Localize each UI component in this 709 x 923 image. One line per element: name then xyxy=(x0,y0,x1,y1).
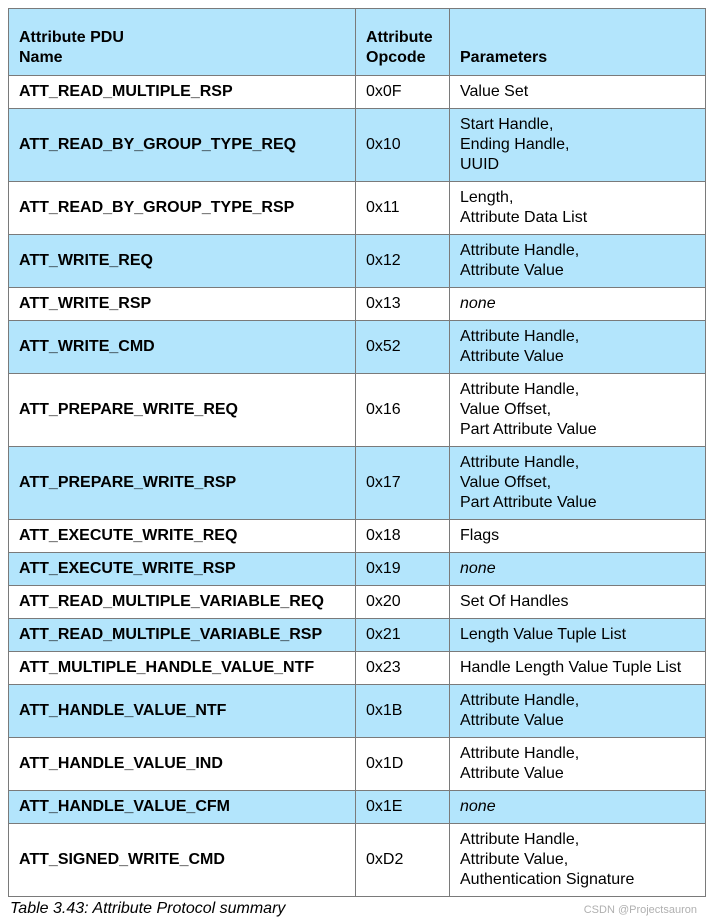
parameters-cell xyxy=(450,235,706,288)
parameter-line: Handle Length Value Tuple List xyxy=(460,659,682,676)
parameter-line: Part Attribute Value xyxy=(460,494,597,511)
pdu-name-cell: ATT_SIGNED_WRITE_CMD xyxy=(9,824,356,897)
pdu-name-cell: ATT_READ_MULTIPLE_RSP xyxy=(9,76,356,109)
parameters-cell xyxy=(450,76,706,109)
table-caption: Table 3.43: Attribute Protocol summary xyxy=(10,900,286,917)
attribute-protocol-table xyxy=(8,8,706,897)
parameters-cell xyxy=(450,824,706,897)
opcode-cell: 0x1D xyxy=(356,738,450,791)
parameters-cell xyxy=(450,321,706,374)
pdu-name-cell: ATT_PREPARE_WRITE_REQ xyxy=(9,374,356,447)
parameter-line: Part Attribute Value xyxy=(460,421,597,438)
table-row xyxy=(9,685,706,738)
pdu-name-cell: ATT_HANDLE_VALUE_NTF xyxy=(9,685,356,738)
parameter-line: Attribute Value xyxy=(460,262,564,279)
table-row xyxy=(9,109,706,182)
parameter-line: none xyxy=(460,560,496,577)
pdu-name-cell: ATT_WRITE_RSP xyxy=(9,288,356,321)
parameter-line: Flags xyxy=(460,527,500,544)
table-row xyxy=(9,235,706,288)
table-row xyxy=(9,374,706,447)
opcode-cell: 0x52 xyxy=(356,321,450,374)
opcode-cell: 0x23 xyxy=(356,652,450,685)
parameter-line: Attribute Value xyxy=(460,348,564,365)
table-row xyxy=(9,553,706,586)
parameters-cell xyxy=(450,619,706,652)
parameters-cell xyxy=(450,791,706,824)
parameter-line: Value Offset, xyxy=(460,474,552,491)
pdu-name-cell: ATT_READ_MULTIPLE_VARIABLE_REQ xyxy=(9,586,356,619)
table-row xyxy=(9,447,706,520)
parameters-cell xyxy=(450,182,706,235)
parameter-line: Length Value Tuple List xyxy=(460,626,627,643)
parameters-cell xyxy=(450,109,706,182)
opcode-cell: 0x1E xyxy=(356,791,450,824)
opcode-cell: 0x17 xyxy=(356,447,450,520)
parameters-cell xyxy=(450,520,706,553)
parameters-cell xyxy=(450,447,706,520)
header-row xyxy=(9,9,706,76)
pdu-name-cell: ATT_MULTIPLE_HANDLE_VALUE_NTF xyxy=(9,652,356,685)
opcode-cell: 0x18 xyxy=(356,520,450,553)
parameter-line: Authentication Signature xyxy=(460,871,635,888)
opcode-cell: 0x0F xyxy=(356,76,450,109)
parameters-cell xyxy=(450,586,706,619)
pdu-name-cell: ATT_READ_BY_GROUP_TYPE_RSP xyxy=(9,182,356,235)
opcode-cell: 0x12 xyxy=(356,235,450,288)
pdu-name-cell: ATT_HANDLE_VALUE_IND xyxy=(9,738,356,791)
table-row xyxy=(9,288,706,321)
parameter-line: Attribute Handle, xyxy=(460,242,580,259)
parameter-line: Attribute Handle, xyxy=(460,328,580,345)
parameter-line: Set Of Handles xyxy=(460,593,569,610)
parameter-line: UUID xyxy=(460,156,500,173)
parameter-line: Attribute Value xyxy=(460,765,564,782)
table-row xyxy=(9,619,706,652)
parameters-cell xyxy=(450,288,706,321)
parameters-cell xyxy=(450,685,706,738)
table-row xyxy=(9,321,706,374)
parameter-line: Attribute Handle, xyxy=(460,454,580,471)
parameter-line: Attribute Handle, xyxy=(460,381,580,398)
header-pdu-name: Attribute PDU Name xyxy=(9,9,356,76)
parameter-line: Value Set xyxy=(460,83,529,100)
opcode-cell: 0x13 xyxy=(356,288,450,321)
table-row xyxy=(9,824,706,897)
pdu-name-cell: ATT_WRITE_CMD xyxy=(9,321,356,374)
parameter-line: Ending Handle, xyxy=(460,136,570,153)
parameters-cell xyxy=(450,374,706,447)
parameters-cell xyxy=(450,738,706,791)
opcode-cell: 0x11 xyxy=(356,182,450,235)
parameter-line: Attribute Handle, xyxy=(460,692,580,709)
pdu-name-cell: ATT_PREPARE_WRITE_RSP xyxy=(9,447,356,520)
header-parameters: Parameters xyxy=(450,9,706,76)
opcode-cell: 0x16 xyxy=(356,374,450,447)
parameter-line: Value Offset, xyxy=(460,401,552,418)
table-row xyxy=(9,520,706,553)
parameter-line: Attribute Handle, xyxy=(460,745,580,762)
pdu-name-cell: ATT_EXECUTE_WRITE_REQ xyxy=(9,520,356,553)
opcode-cell: 0x19 xyxy=(356,553,450,586)
opcode-cell: 0x1B xyxy=(356,685,450,738)
parameter-line: Start Handle, xyxy=(460,116,554,133)
table-row xyxy=(9,791,706,824)
pdu-name-cell: ATT_EXECUTE_WRITE_RSP xyxy=(9,553,356,586)
parameter-line: Attribute Handle, xyxy=(460,831,580,848)
watermark: CSDN @Projectsauron xyxy=(583,904,697,916)
pdu-name-cell: ATT_HANDLE_VALUE_CFM xyxy=(9,791,356,824)
parameter-line: none xyxy=(460,295,496,312)
header-opcode: Attribute Opcode xyxy=(356,9,450,76)
pdu-name-cell: ATT_WRITE_REQ xyxy=(9,235,356,288)
pdu-name-cell: ATT_READ_BY_GROUP_TYPE_REQ xyxy=(9,109,356,182)
parameter-line: Length, xyxy=(460,189,514,206)
opcode-cell: 0xD2 xyxy=(356,824,450,897)
parameters-cell xyxy=(450,652,706,685)
table-row xyxy=(9,738,706,791)
table-row xyxy=(9,586,706,619)
table-row xyxy=(9,652,706,685)
table-row xyxy=(9,76,706,109)
parameter-line: Attribute Value xyxy=(460,712,564,729)
parameter-line: none xyxy=(460,798,496,815)
pdu-name-cell: ATT_READ_MULTIPLE_VARIABLE_RSP xyxy=(9,619,356,652)
opcode-cell: 0x10 xyxy=(356,109,450,182)
parameter-line: Attribute Value, xyxy=(460,851,569,868)
opcode-cell: 0x20 xyxy=(356,586,450,619)
parameters-cell xyxy=(450,553,706,586)
table-row xyxy=(9,182,706,235)
parameter-line: Attribute Data List xyxy=(460,209,588,226)
opcode-cell: 0x21 xyxy=(356,619,450,652)
